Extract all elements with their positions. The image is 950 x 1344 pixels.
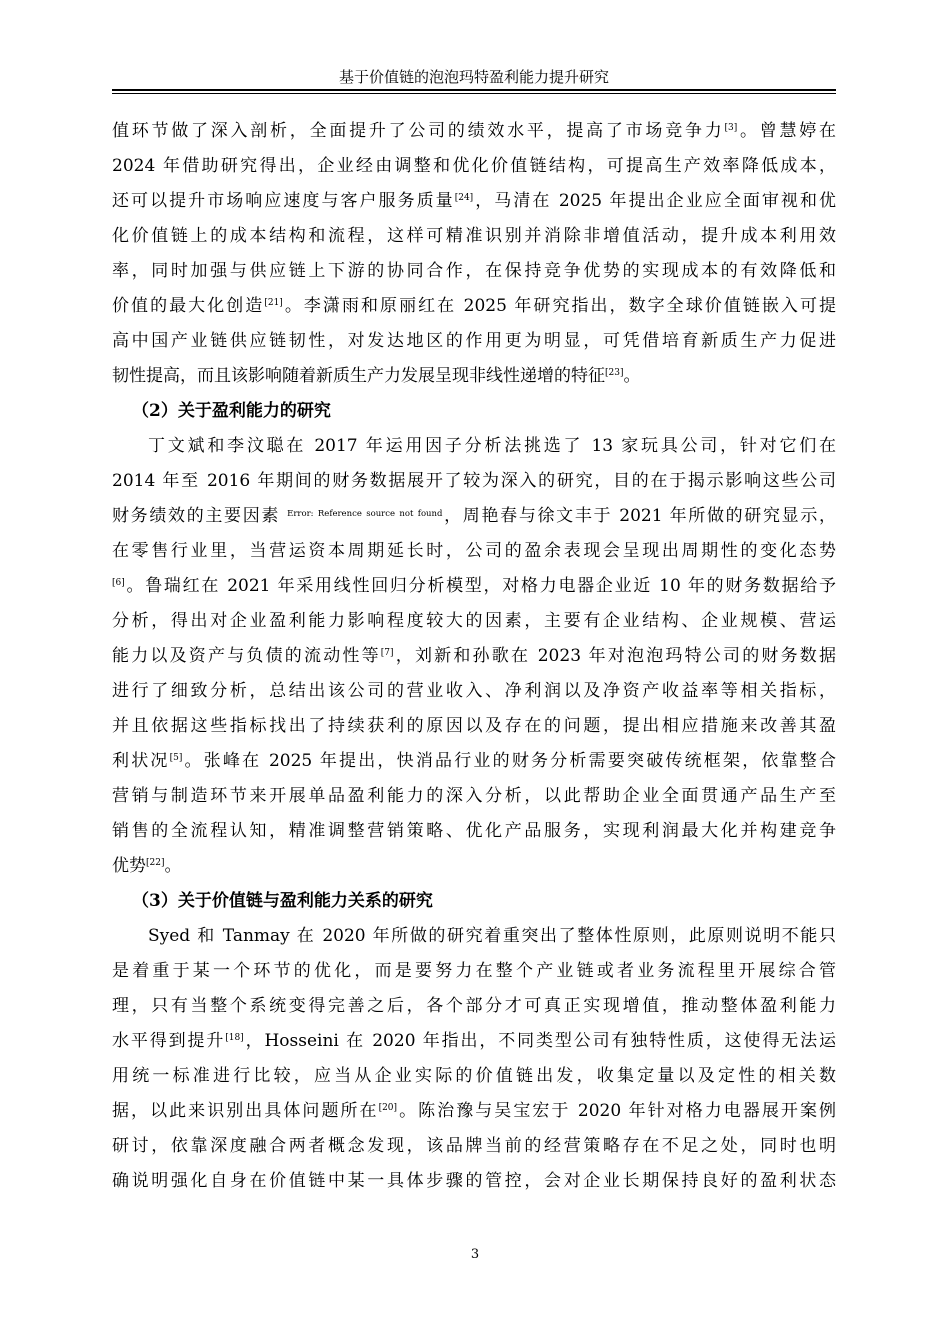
text-line <box>112 1024 836 1059</box>
text-line <box>112 709 836 744</box>
text-line <box>112 1059 836 1094</box>
reference-error: Error: Reference source not found <box>287 509 443 519</box>
text-run: 是着重于某一个环节的优化，而是要努力在整个产业链或者业务流程里开展综合管 <box>112 961 836 981</box>
text-run: 高中国产业链供应链韧性，对发达地区的作用更为明显，可凭借培育新质生产力促进 <box>112 331 836 351</box>
text-run: Syed 和 Tanmay 在 2020 年所做的研究着重突出了整体性原则，此原则说明不能只 <box>148 926 836 946</box>
text-run: 2024 年借助研究得出，企业经由调整和优化价值链结构，可提高生产效率降低成本， <box>112 156 836 176</box>
text-line <box>112 849 836 884</box>
text-line <box>112 534 836 569</box>
section-heading <box>112 884 836 919</box>
text-line <box>112 604 836 639</box>
text-line <box>112 989 836 1024</box>
citation-ref: [3] <box>724 123 738 133</box>
text-run: 利状况 <box>112 751 170 771</box>
citation-ref: [18] <box>225 1033 244 1043</box>
text-line <box>112 639 836 674</box>
citation-ref: [20] <box>378 1103 398 1113</box>
citation-ref: [23] <box>605 368 624 378</box>
text-line <box>112 254 836 289</box>
text-line <box>112 289 836 324</box>
text-run: ，马清在 2025 年提出企业应全面审视和优 <box>473 191 836 211</box>
text-run: 在零售行业里，当营运资本周期延长时，公司的盈余表现会呈现出周期性的变化态势 <box>112 541 836 561</box>
text-run: 优势 <box>112 856 146 876</box>
text-run: （2）关于盈利能力的研究 <box>132 401 331 421</box>
text-line <box>112 954 836 989</box>
text-line <box>112 184 836 219</box>
text-line <box>112 1129 836 1164</box>
body-text <box>112 114 836 1199</box>
text-line <box>112 114 836 149</box>
text-run: 用统一标准进行比较，应当从企业实际的价值链出发，收集定量以及定性的相关数 <box>112 1066 836 1086</box>
citation-ref: [21] <box>264 298 283 308</box>
text-run: 还可以提升市场响应速度与客户服务质量 <box>112 191 455 211</box>
text-run: 理，只有当整个系统变得完善之后，各个部分才可真正实现增值，推动整体盈利能力 <box>112 996 836 1016</box>
citation-ref: [7] <box>380 648 394 658</box>
text-run: 2014 年至 2016 年期间的财务数据展开了较为深入的研究，目的在于揭示影响这些公司 <box>112 471 836 491</box>
text-run: 。 <box>164 856 182 876</box>
text-run: 研讨，依靠深度融合两者概念发现，该品牌当前的经营策略存在不足之处，同时也明 <box>112 1136 836 1156</box>
text-run: ，Hosseini 在 2020 年指出，不同类型公司有独特性质，这使得无法运 <box>243 1031 837 1051</box>
text-run: 财务绩效的主要因素 <box>112 506 288 526</box>
text-line <box>112 219 836 254</box>
citation-ref: [6] <box>112 578 125 588</box>
text-line <box>112 1164 836 1199</box>
text-run: 化价值链上的成本结构和流程，这样可精准识别并消除非增值活动，提升成本利用效 <box>112 226 836 246</box>
text-run: 丁文斌和李汶聪在 2017 年运用因子分析法挑选了 13 家玩具公司，针对它们在 <box>148 436 836 456</box>
text-run: 价值的最大化创造 <box>112 296 265 316</box>
header-rule-thin <box>112 93 836 94</box>
text-run: 销售的全流程认知，精准调整营销策略、优化产品服务，实现利润最大化并构建竞争 <box>112 821 836 841</box>
text-run: 。李潇雨和原丽红在 2025 年研究指出，数字全球价值链嵌入可提 <box>282 296 837 316</box>
text-line <box>112 464 836 499</box>
text-line <box>112 814 836 849</box>
text-line <box>112 569 836 604</box>
citation-ref: [24] <box>454 193 474 203</box>
page-number: 3 <box>470 1247 480 1262</box>
text-line <box>112 744 836 779</box>
text-run: ，刘新和孙歌在 2023 年对泡泡玛特公司的财务数据 <box>393 646 837 666</box>
running-header: 基于价值链的泡泡玛特盈利能力提升研究 <box>338 68 609 86</box>
text-run: 确说明强化自身在价值链中某一具体步骤的管控，会对企业长期保持良好的盈利状态 <box>112 1171 836 1191</box>
text-run: 并且依据这些指标找出了持续获利的原因以及存在的问题，提出相应措施来改善其盈 <box>112 716 836 736</box>
text-line <box>112 919 836 954</box>
text-run: 。张峰在 2025 年提出，快消品行业的财务分析需要突破传统框架，依靠整合 <box>182 751 837 771</box>
text-line <box>112 1094 836 1129</box>
text-run: 据，以此来识别出具体问题所在 <box>112 1101 379 1121</box>
text-run: ，周艳春与徐文丰于 2021 年所做的研究显示， <box>442 506 836 526</box>
text-run: （3）关于价值链与盈利能力关系的研究 <box>132 891 433 911</box>
text-line <box>112 149 836 184</box>
text-run: 。陈治豫与吴宝宏于 2020 年针对格力电器展开案例 <box>397 1101 836 1121</box>
text-line <box>112 779 836 814</box>
text-line <box>112 674 836 709</box>
text-run: 营销与制造环节来开展单品盈利能力的深入分析，以此帮助企业全面贯通产品生产至 <box>112 786 836 806</box>
text-line <box>112 359 836 394</box>
header-rule-thick <box>112 89 836 91</box>
text-line <box>112 499 836 534</box>
text-run: 率，同时加强与供应链上下游的协同合作，在保持竞争优势的实现成本的有效降低和 <box>112 261 836 281</box>
citation-ref: [22] <box>146 858 165 868</box>
text-run: 。 <box>623 366 641 386</box>
text-line <box>112 324 836 359</box>
text-run: 水平得到提升 <box>112 1031 226 1051</box>
text-run: 。鲁瑞红在 2021 年采用线性回归分析模型，对格力电器企业近 10 年的财务数据给予 <box>124 576 836 596</box>
text-line <box>112 429 836 464</box>
section-heading <box>112 394 836 429</box>
text-run: 能力以及资产与负债的流动性等 <box>112 646 381 666</box>
text-run: 。曾慧婷在 <box>737 121 837 141</box>
text-run: 韧性提高，而且该影响随着新质生产力发展呈现非线性递增的特征 <box>112 366 605 386</box>
citation-ref: [5] <box>169 753 183 763</box>
text-run: 值环节做了深入剖析，全面提升了公司的绩效水平，提高了市场竞争力 <box>112 121 725 141</box>
text-run: 进行了细致分析，总结出该公司的营业收入、净利润以及净资产收益率等相关指标， <box>112 681 836 701</box>
text-run: 分析，得出对企业盈利能力影响程度较大的因素，主要有企业结构、企业规模、营运 <box>112 611 836 631</box>
